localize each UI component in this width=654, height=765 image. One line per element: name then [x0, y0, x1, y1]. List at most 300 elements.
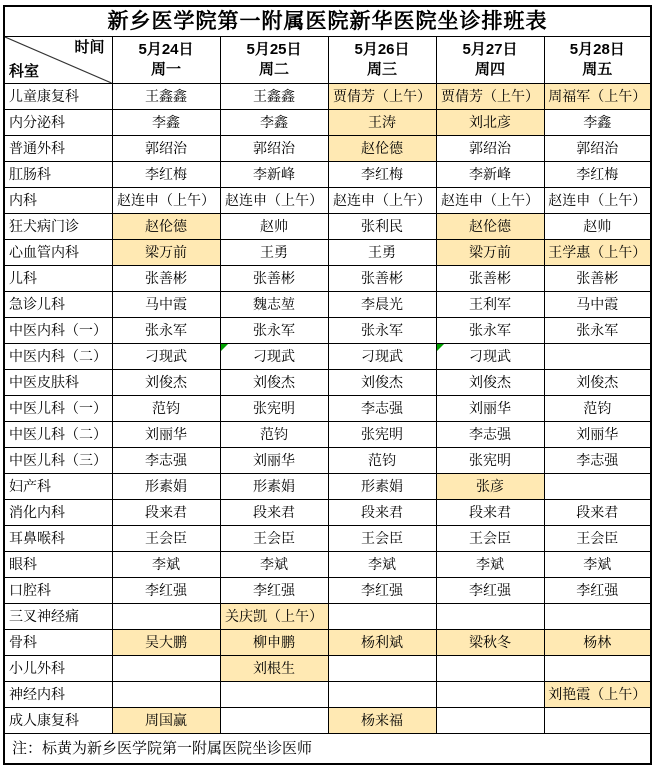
doctor-name: 张善彬	[469, 270, 511, 286]
corner-time-label: 时间	[74, 39, 105, 56]
column-header-date: 5月25日	[246, 41, 302, 58]
dept-cell[interactable]: 儿童康复科	[4, 84, 112, 110]
doctor-name: 李斌	[368, 556, 396, 572]
doctor-name: 马中霞	[576, 296, 619, 312]
doctor-name: 张善彬	[253, 270, 295, 286]
schedule-cell[interactable]	[220, 214, 328, 240]
doctor-name: 范钧	[583, 400, 612, 416]
schedule-cell[interactable]	[436, 110, 544, 136]
schedule-cell[interactable]	[328, 162, 436, 188]
doctor-name: 王勇	[260, 244, 288, 260]
doctor-name: 刁现武	[253, 348, 295, 364]
column-header-day-5[interactable]	[544, 37, 651, 84]
column-header-date: 5月26日	[354, 41, 410, 58]
dept-cell[interactable]: 神经内科	[4, 682, 112, 708]
doctor-name: 王鑫鑫	[253, 88, 295, 104]
schedule-cell[interactable]	[328, 188, 436, 214]
schedule-cell[interactable]	[436, 474, 544, 500]
schedule-cell[interactable]	[328, 630, 436, 656]
doctor-name: 李红强	[361, 582, 403, 598]
doctor-name: 刘北彦	[469, 114, 511, 130]
dept-cell[interactable]: 中医皮肤科	[4, 370, 112, 396]
schedule-cell[interactable]	[544, 188, 651, 214]
schedule-cell[interactable]	[112, 422, 220, 448]
schedule-cell[interactable]	[436, 526, 544, 552]
doctor-name: 形素娟	[253, 478, 295, 494]
dept-cell[interactable]: 中医内科（一）	[4, 318, 112, 344]
schedule-cell[interactable]	[328, 214, 436, 240]
doctor-name: 贾倩芳（上午）	[333, 88, 431, 104]
doctor-name: 李红梅	[145, 166, 187, 182]
doctor-name: 范钧	[260, 426, 288, 442]
doctor-name: 郭绍治	[469, 140, 511, 156]
dept-cell[interactable]: 急诊儿科	[4, 292, 112, 318]
schedule-cell[interactable]	[220, 292, 328, 318]
doctor-name: 刘丽华	[253, 452, 295, 468]
doctor-name: 刘艳霞（上午）	[548, 686, 647, 702]
doctor-name: 赵伦德	[361, 140, 403, 156]
schedule-cell[interactable]	[220, 656, 328, 682]
cell-error-indicator-icon	[437, 344, 444, 351]
schedule-cell[interactable]	[220, 474, 328, 500]
doctor-name: 刘丽华	[145, 426, 187, 442]
table-row	[4, 136, 651, 162]
table-row	[4, 370, 651, 396]
doctor-name: 段来君	[576, 504, 619, 520]
schedule-cell[interactable]	[112, 552, 220, 578]
schedule-cell[interactable]	[436, 136, 544, 162]
schedule-cell[interactable]	[544, 630, 651, 656]
doctor-name: 贾倩芳（上午）	[441, 88, 539, 104]
schedule-cell[interactable]	[328, 110, 436, 136]
schedule-cell[interactable]	[436, 292, 544, 318]
schedule-cell[interactable]	[220, 500, 328, 526]
schedule-cell[interactable]	[112, 396, 220, 422]
doctor-name: 张善彬	[576, 270, 619, 286]
schedule-cell[interactable]	[220, 188, 328, 214]
schedule-cell[interactable]	[436, 266, 544, 292]
schedule-cell[interactable]	[220, 370, 328, 396]
schedule-cell[interactable]	[220, 630, 328, 656]
schedule-cell[interactable]	[112, 292, 220, 318]
dept-cell[interactable]: 口腔科	[4, 578, 112, 604]
doctor-name: 形素娟	[145, 478, 187, 494]
schedule-cell[interactable]	[328, 136, 436, 162]
dept-cell[interactable]: 骨科	[4, 630, 112, 656]
schedule-cell[interactable]	[220, 396, 328, 422]
doctor-name: 范钧	[152, 400, 180, 416]
schedule-cell[interactable]	[112, 318, 220, 344]
table-row	[4, 604, 651, 630]
doctor-name: 张永军	[469, 322, 511, 338]
schedule-cell[interactable]	[328, 370, 436, 396]
doctor-name: 梁秋冬	[469, 634, 511, 650]
schedule-cell[interactable]	[436, 188, 544, 214]
schedule-cell[interactable]	[220, 604, 328, 630]
dept-cell[interactable]: 三叉神经痛	[4, 604, 112, 630]
doctor-name: 范钧	[368, 452, 396, 468]
doctor-name: 赵帅	[583, 218, 612, 234]
schedule-cell[interactable]	[544, 240, 651, 266]
schedule-cell[interactable]	[220, 344, 328, 370]
table-row	[4, 396, 651, 422]
schedule-cell[interactable]	[112, 266, 220, 292]
schedule-cell[interactable]	[328, 474, 436, 500]
doctor-name: 马中霞	[145, 296, 187, 312]
doctor-name: 李斌	[476, 556, 504, 572]
doctor-name: 刘俊杰	[469, 374, 511, 390]
column-header-day-3[interactable]	[328, 37, 436, 84]
schedule-cell[interactable]	[112, 656, 220, 682]
table-row	[4, 500, 651, 526]
doctor-name: 段来君	[253, 504, 295, 520]
schedule-cell[interactable]	[436, 578, 544, 604]
schedule-cell[interactable]	[436, 370, 544, 396]
schedule-cell[interactable]	[328, 448, 436, 474]
table-row	[4, 578, 651, 604]
doctor-name: 张宪明	[361, 426, 403, 442]
schedule-cell[interactable]	[112, 110, 220, 136]
schedule-cell[interactable]	[544, 370, 651, 396]
schedule-cell[interactable]	[544, 682, 651, 708]
table-row	[4, 474, 651, 500]
schedule-cell[interactable]	[436, 214, 544, 240]
schedule-cell[interactable]	[328, 604, 436, 630]
doctor-name: 王会臣	[361, 530, 403, 546]
table-row	[4, 110, 651, 136]
schedule-cell[interactable]	[328, 318, 436, 344]
column-header-weekday: 周三	[366, 61, 397, 78]
doctor-name: 李晨光	[361, 296, 403, 312]
schedule-cell[interactable]	[544, 214, 651, 240]
dept-cell[interactable]: 内科	[4, 188, 112, 214]
table-row	[4, 708, 651, 734]
schedule-cell[interactable]	[220, 708, 328, 734]
doctor-name: 李红梅	[576, 166, 619, 182]
schedule-cell[interactable]	[544, 136, 651, 162]
doctor-name: 张宪明	[253, 400, 295, 416]
table-row	[4, 422, 651, 448]
table-row	[4, 84, 651, 110]
schedule-cell[interactable]	[220, 266, 328, 292]
doctor-name: 刘俊杰	[576, 374, 619, 390]
doctor-name: 李斌	[583, 556, 612, 572]
schedule-cell[interactable]	[436, 500, 544, 526]
table-row	[4, 448, 651, 474]
table-row	[4, 188, 651, 214]
doctor-name: 李志强	[576, 452, 619, 468]
doctor-name: 王会臣	[469, 530, 511, 546]
schedule-cell[interactable]	[436, 656, 544, 682]
schedule-cell[interactable]	[328, 344, 436, 370]
table-row	[4, 656, 651, 682]
schedule-cell[interactable]	[436, 344, 544, 370]
doctor-name: 张善彬	[145, 270, 187, 286]
schedule-cell[interactable]	[544, 578, 651, 604]
column-header-weekday: 周四	[474, 61, 505, 78]
schedule-cell[interactable]	[544, 526, 651, 552]
doctor-name: 赵伦德	[469, 218, 511, 234]
schedule-cell[interactable]	[328, 578, 436, 604]
doctor-name: 李志强	[469, 426, 511, 442]
schedule-cell[interactable]	[112, 708, 220, 734]
doctor-name: 杨来福	[361, 712, 403, 728]
schedule-cell[interactable]	[112, 474, 220, 500]
schedule-cell[interactable]	[544, 708, 651, 734]
schedule-cell[interactable]	[436, 630, 544, 656]
table-row	[4, 526, 651, 552]
doctor-name: 梁万前	[145, 244, 187, 260]
column-header-day-1[interactable]	[112, 37, 220, 84]
doctor-name: 张永军	[361, 322, 403, 338]
schedule-cell[interactable]	[220, 448, 328, 474]
schedule-cell[interactable]	[112, 604, 220, 630]
schedule-cell[interactable]	[436, 552, 544, 578]
column-header-weekday: 周一	[150, 61, 181, 78]
table-row	[4, 240, 651, 266]
doctor-name: 李红强	[253, 582, 295, 598]
doctor-name: 段来君	[145, 504, 187, 520]
doctor-name: 赵连申（上午）	[117, 192, 215, 208]
doctor-name: 李新峰	[469, 166, 511, 182]
schedule-cell[interactable]	[328, 240, 436, 266]
schedule-cell[interactable]	[220, 162, 328, 188]
schedule-cell[interactable]	[544, 266, 651, 292]
doctor-name: 李红强	[469, 582, 511, 598]
corner-dept-label: 科室	[9, 63, 40, 80]
dept-cell[interactable]: 中医儿科（一）	[4, 396, 112, 422]
footnote-cell[interactable]	[4, 734, 651, 765]
schedule-cell[interactable]	[220, 240, 328, 266]
schedule-cell[interactable]	[112, 448, 220, 474]
doctor-name: 刘俊杰	[361, 374, 403, 390]
dept-cell[interactable]: 儿科	[4, 266, 112, 292]
schedule-cell[interactable]	[328, 500, 436, 526]
column-header-weekday: 周二	[258, 61, 289, 78]
schedule-cell[interactable]	[436, 604, 544, 630]
corner-header-cell[interactable]	[4, 37, 112, 84]
table-row	[4, 292, 651, 318]
doctor-name: 赵连申（上午）	[548, 192, 647, 208]
schedule-cell[interactable]	[544, 396, 651, 422]
schedule-cell[interactable]	[220, 84, 328, 110]
dept-cell[interactable]: 成人康复科	[4, 708, 112, 734]
schedule-cell[interactable]	[112, 370, 220, 396]
schedule-cell[interactable]	[112, 578, 220, 604]
doctor-name: 李斌	[260, 556, 288, 572]
schedule-cell[interactable]	[220, 526, 328, 552]
schedule-cell[interactable]	[544, 656, 651, 682]
cell-error-indicator-icon	[221, 344, 228, 351]
schedule-cell[interactable]	[220, 110, 328, 136]
doctor-name: 刘丽华	[576, 426, 619, 442]
doctor-name: 吴大鹏	[145, 634, 187, 650]
doctor-name: 杨利斌	[361, 634, 403, 650]
column-header-date: 5月27日	[462, 41, 518, 58]
schedule-cell[interactable]	[436, 422, 544, 448]
doctor-name: 李志强	[145, 452, 187, 468]
doctor-name: 李鑫	[260, 114, 288, 130]
footnote-text: 注：标黄为新乡医学院第一附属医院坐诊医师	[12, 740, 313, 757]
doctor-name: 关庆凯（上午）	[225, 608, 323, 624]
page-title: 新乡医学院第一附属医院新华医院坐诊排班表	[107, 10, 548, 33]
doctor-name: 张宪明	[469, 452, 511, 468]
doctor-name: 王利军	[469, 296, 511, 312]
doctor-name: 柳申鹏	[253, 634, 295, 650]
doctor-name: 张永军	[253, 322, 295, 338]
schedule-cell[interactable]	[436, 682, 544, 708]
doctor-name: 王学惠（上午）	[548, 244, 647, 260]
schedule-table	[3, 5, 652, 765]
schedule-cell[interactable]	[112, 162, 220, 188]
schedule-cell[interactable]	[328, 422, 436, 448]
doctor-name: 梁万前	[469, 244, 511, 260]
column-header-day-4[interactable]	[436, 37, 544, 84]
schedule-cell[interactable]	[436, 396, 544, 422]
schedule-cell[interactable]	[436, 240, 544, 266]
schedule-cell[interactable]	[220, 578, 328, 604]
schedule-cell[interactable]	[112, 136, 220, 162]
schedule-cell[interactable]	[112, 500, 220, 526]
schedule-cell[interactable]	[328, 84, 436, 110]
schedule-cell[interactable]	[328, 526, 436, 552]
doctor-name: 李斌	[152, 556, 180, 572]
schedule-cell[interactable]	[112, 188, 220, 214]
doctor-name: 王鑫鑫	[145, 88, 187, 104]
schedule-cell[interactable]	[112, 84, 220, 110]
schedule-cell[interactable]	[544, 604, 651, 630]
doctor-name: 李鑫	[152, 114, 180, 130]
doctor-name: 周福军（上午）	[548, 88, 647, 104]
doctor-name: 赵连申（上午）	[333, 192, 431, 208]
schedule-cell[interactable]	[220, 318, 328, 344]
schedule-cell[interactable]	[436, 708, 544, 734]
schedule-cell[interactable]	[112, 682, 220, 708]
doctor-name: 张善彬	[361, 270, 403, 286]
schedule-cell[interactable]	[328, 266, 436, 292]
schedule-cell[interactable]	[328, 682, 436, 708]
column-header-date: 5月24日	[138, 41, 194, 58]
schedule-cell[interactable]	[436, 318, 544, 344]
table-row	[4, 630, 651, 656]
dept-cell[interactable]: 肛肠科	[4, 162, 112, 188]
table-row	[4, 214, 651, 240]
schedule-cell[interactable]	[220, 422, 328, 448]
doctor-name: 张彦	[476, 478, 504, 494]
schedule-cell[interactable]	[112, 526, 220, 552]
dept-cell[interactable]: 消化内科	[4, 500, 112, 526]
schedule-cell[interactable]	[328, 552, 436, 578]
doctor-name: 杨林	[583, 634, 612, 650]
schedule-cell[interactable]	[436, 84, 544, 110]
schedule-cell[interactable]	[220, 136, 328, 162]
doctor-name: 形素娟	[361, 478, 403, 494]
doctor-name: 魏志堃	[253, 296, 295, 312]
dept-cell[interactable]: 妇产科	[4, 474, 112, 500]
dept-cell[interactable]: 中医内科（二）	[4, 344, 112, 370]
dept-cell[interactable]: 耳鼻喉科	[4, 526, 112, 552]
dept-cell[interactable]: 心血管内科	[4, 240, 112, 266]
schedule-cell[interactable]	[544, 448, 651, 474]
doctor-name: 李红强	[576, 582, 619, 598]
schedule-cell[interactable]	[544, 422, 651, 448]
schedule-cell[interactable]	[220, 682, 328, 708]
doctor-name: 王涛	[368, 114, 396, 130]
doctor-name: 张永军	[576, 322, 619, 338]
schedule-cell[interactable]	[436, 162, 544, 188]
doctor-name: 刁现武	[361, 348, 403, 364]
schedule-cell[interactable]	[220, 552, 328, 578]
column-header-day-2[interactable]	[220, 37, 328, 84]
column-header-weekday: 周五	[582, 61, 613, 78]
doctor-name: 王勇	[368, 244, 396, 260]
schedule-cell[interactable]	[112, 214, 220, 240]
dept-cell[interactable]: 普通外科	[4, 136, 112, 162]
doctor-name: 段来君	[469, 504, 511, 520]
doctor-name: 段来君	[361, 504, 403, 520]
doctor-name: 王会臣	[253, 530, 295, 546]
schedule-cell[interactable]	[544, 110, 651, 136]
dept-cell[interactable]: 狂犬病门诊	[4, 214, 112, 240]
dept-cell[interactable]: 中医儿科（三）	[4, 448, 112, 474]
table-row	[4, 162, 651, 188]
dept-cell[interactable]: 眼科	[4, 552, 112, 578]
dept-cell[interactable]: 小儿外科	[4, 656, 112, 682]
doctor-name: 赵帅	[260, 218, 288, 234]
schedule-cell[interactable]	[328, 292, 436, 318]
doctor-name: 刘俊杰	[145, 374, 187, 390]
doctor-name: 李红强	[145, 582, 187, 598]
schedule-cell[interactable]	[328, 396, 436, 422]
schedule-cell[interactable]	[544, 500, 651, 526]
dept-cell[interactable]: 中医儿科（二）	[4, 422, 112, 448]
doctor-name: 赵连申（上午）	[441, 192, 539, 208]
doctor-name: 郭绍治	[253, 140, 295, 156]
doctor-name: 周国赢	[145, 712, 187, 728]
dept-cell[interactable]: 内分泌科	[4, 110, 112, 136]
table-row	[4, 266, 651, 292]
table-title-cell[interactable]	[4, 6, 651, 37]
schedule-cell[interactable]	[544, 318, 651, 344]
doctor-name: 李志强	[361, 400, 403, 416]
doctor-name: 李鑫	[583, 114, 612, 130]
doctor-name: 赵伦德	[145, 218, 187, 234]
schedule-cell[interactable]	[544, 344, 651, 370]
schedule-cell[interactable]	[544, 474, 651, 500]
schedule-cell[interactable]	[112, 344, 220, 370]
table-row	[4, 344, 651, 370]
doctor-name: 郭绍治	[576, 140, 619, 156]
schedule-cell[interactable]	[112, 240, 220, 266]
doctor-name: 王会臣	[576, 530, 619, 546]
schedule-cell[interactable]	[436, 448, 544, 474]
doctor-name: 郭绍治	[145, 140, 187, 156]
schedule-cell[interactable]	[328, 708, 436, 734]
table-row	[4, 682, 651, 708]
schedule-cell[interactable]	[112, 630, 220, 656]
doctor-name: 张永军	[145, 322, 187, 338]
doctor-name: 李新峰	[253, 166, 295, 182]
doctor-name: 刁现武	[469, 348, 511, 364]
schedule-cell[interactable]	[328, 656, 436, 682]
schedule-cell[interactable]	[544, 84, 651, 110]
schedule-cell[interactable]	[544, 162, 651, 188]
schedule-cell[interactable]	[544, 292, 651, 318]
schedule-cell[interactable]	[544, 552, 651, 578]
doctor-name: 张利民	[361, 218, 403, 234]
doctor-name: 王会臣	[145, 530, 187, 546]
column-header-date: 5月28日	[569, 41, 625, 58]
